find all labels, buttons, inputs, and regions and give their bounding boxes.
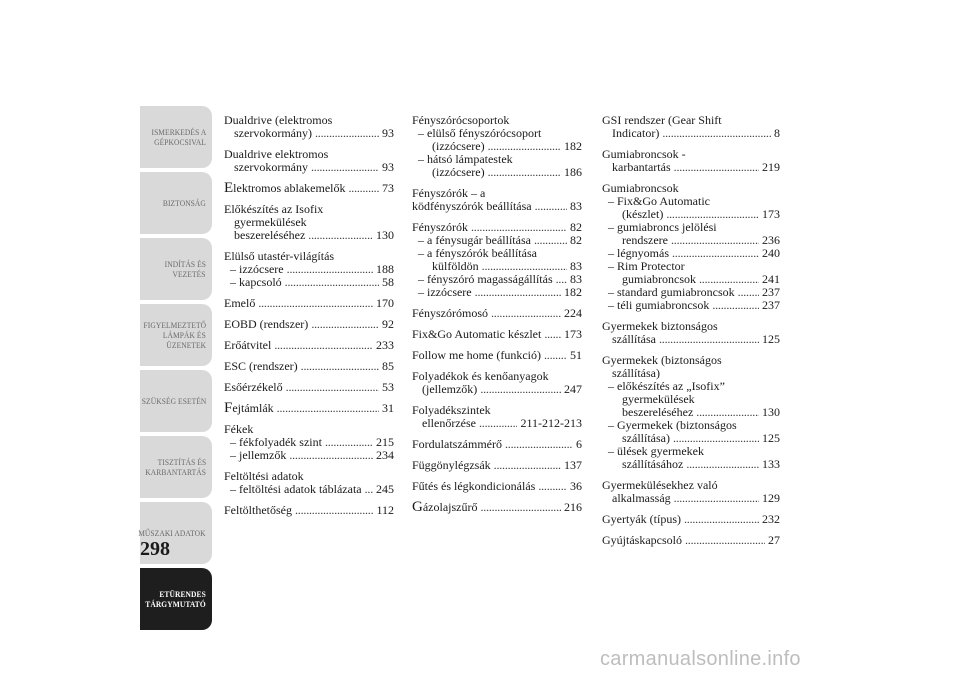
index-row bbox=[224, 483, 394, 496]
index-subentry bbox=[412, 286, 582, 299]
index-term: Gázolajszűrő bbox=[412, 499, 478, 515]
index-entry bbox=[602, 513, 780, 526]
index-page-ref: 51 bbox=[570, 348, 582, 362]
index-page-ref: 215 bbox=[376, 435, 394, 449]
index-entry bbox=[602, 534, 780, 547]
index-entry bbox=[412, 501, 582, 514]
index-entry bbox=[602, 114, 780, 140]
index-entry bbox=[412, 459, 582, 472]
dot-leader bbox=[348, 182, 379, 195]
index-entry bbox=[412, 328, 582, 341]
index-term: Erőátvitel bbox=[224, 338, 272, 352]
index-row bbox=[602, 513, 780, 526]
dot-leader bbox=[494, 459, 561, 472]
section-tab-label: BIZTONSÁG bbox=[162, 198, 206, 208]
index-row bbox=[602, 299, 780, 312]
index-row bbox=[602, 534, 780, 547]
index-page-ref: 188 bbox=[376, 262, 394, 276]
index-page-ref: 58 bbox=[382, 275, 394, 289]
section-tab-label: MŰSZAKI ADATOK bbox=[138, 528, 206, 538]
index-term-line: Fényszórók – a bbox=[412, 186, 486, 200]
index-term-line: – a fényszórók beállítása bbox=[418, 246, 537, 260]
index-page-ref: 182 bbox=[564, 139, 582, 153]
index-entry bbox=[412, 438, 582, 451]
index-term: külföldön bbox=[432, 259, 479, 273]
index-page-ref: 186 bbox=[564, 165, 582, 179]
index-subentry bbox=[412, 127, 582, 153]
index-term: ESC (rendszer) bbox=[224, 359, 298, 373]
index-initial-letter: G bbox=[412, 499, 423, 515]
index-subentry bbox=[224, 483, 394, 496]
index-entry bbox=[224, 381, 394, 394]
dot-leader bbox=[686, 458, 759, 471]
dot-leader bbox=[287, 263, 373, 276]
index-page-ref: 224 bbox=[564, 306, 582, 320]
dot-leader bbox=[365, 483, 373, 496]
index-page-ref: 36 bbox=[570, 479, 582, 493]
index-column-1 bbox=[224, 114, 394, 525]
index-term: szervokormány bbox=[234, 160, 308, 174]
dot-leader bbox=[311, 318, 379, 331]
index-page-ref: 211-212-213 bbox=[520, 416, 582, 430]
index-row bbox=[602, 127, 780, 140]
index-row bbox=[412, 166, 582, 179]
index-term: alkalmasság bbox=[612, 491, 671, 505]
dot-leader bbox=[285, 276, 379, 289]
index-entry bbox=[224, 203, 394, 242]
index-term: karbantartás bbox=[612, 160, 671, 174]
section-tab-label: LÁMPÁK ÉS bbox=[163, 330, 206, 340]
index-page-ref: 112 bbox=[376, 503, 394, 517]
index-term: – standard gumiabroncsok bbox=[608, 285, 735, 299]
index-page-ref: 83 bbox=[570, 199, 582, 213]
dot-leader bbox=[301, 360, 379, 373]
index-row bbox=[224, 449, 394, 462]
index-term-line: Dualdrive (elektromos bbox=[224, 113, 333, 127]
index-term-line: Gyermekülésekhez való bbox=[602, 478, 718, 492]
index-page-ref: 233 bbox=[376, 338, 394, 352]
index-row bbox=[224, 182, 394, 195]
index-term: Fix&Go Automatic készlet bbox=[412, 327, 542, 341]
index-row bbox=[602, 333, 780, 346]
index-term: beszereléséhez bbox=[622, 405, 694, 419]
index-term-line: – elülső fényszórócsoport bbox=[418, 126, 542, 140]
index-row bbox=[412, 417, 582, 430]
index-row bbox=[412, 307, 582, 320]
index-row bbox=[224, 339, 394, 352]
index-subentry bbox=[602, 260, 780, 286]
index-term: ellenőrzése bbox=[422, 416, 476, 430]
dot-leader bbox=[475, 286, 561, 299]
index-row bbox=[412, 459, 582, 472]
dot-leader bbox=[662, 127, 771, 140]
index-subentry bbox=[412, 153, 582, 179]
dot-leader bbox=[544, 349, 567, 362]
index-term-line: Folyadékszintek bbox=[412, 403, 491, 417]
dot-leader bbox=[685, 534, 765, 547]
index-subentry bbox=[602, 419, 780, 445]
index-term: gumiabroncsok bbox=[622, 272, 696, 286]
dot-leader bbox=[274, 339, 373, 352]
index-term-line: – ülések gyermekek bbox=[608, 444, 704, 458]
index-page-ref: 137 bbox=[564, 458, 582, 472]
section-tab[interactable] bbox=[140, 106, 212, 168]
index-subentry bbox=[602, 380, 780, 419]
index-page-ref: 53 bbox=[382, 380, 394, 394]
index-page-ref: 93 bbox=[382, 160, 394, 174]
index-term-line: Fényszórócsoportok bbox=[412, 113, 510, 127]
index-row bbox=[224, 381, 394, 394]
watermark: carmanualsonline.info bbox=[600, 648, 801, 670]
index-page-ref: 234 bbox=[376, 448, 394, 462]
dot-leader bbox=[534, 234, 567, 247]
section-tab-label: TÁRGYMUTATÓ bbox=[145, 599, 206, 609]
index-term: Feltölthetőség bbox=[224, 503, 292, 517]
index-page-ref: 93 bbox=[382, 126, 394, 140]
index-page-ref: 232 bbox=[762, 512, 780, 526]
index-term-line: gyermekülések bbox=[234, 215, 307, 229]
dot-leader bbox=[308, 229, 373, 242]
section-tab[interactable] bbox=[140, 238, 212, 300]
index-term: – izzócsere bbox=[418, 285, 472, 299]
dot-leader bbox=[712, 299, 759, 312]
index-entry bbox=[224, 148, 394, 174]
index-term: Fűtés és légkondicionálás bbox=[412, 479, 536, 493]
index-term: EOBD (rendszer) bbox=[224, 317, 309, 331]
index-term: (izzócsere) bbox=[432, 165, 485, 179]
index-page-ref: 237 bbox=[762, 285, 780, 299]
index-page-ref: 92 bbox=[382, 317, 394, 331]
index-subentry bbox=[602, 445, 780, 471]
index-term: – fékfolyadék szint bbox=[230, 435, 322, 449]
index-term: – izzócsere bbox=[230, 262, 284, 276]
index-term-line: GSI rendszer (Gear Shift bbox=[602, 113, 722, 127]
dot-leader bbox=[286, 381, 379, 394]
index-row bbox=[224, 229, 394, 242]
index-term: Gyertyák (típus) bbox=[602, 512, 681, 526]
index-entry bbox=[412, 221, 582, 299]
section-tab-label: VEZETÉS bbox=[172, 269, 206, 279]
index-entry bbox=[412, 480, 582, 493]
index-row bbox=[224, 127, 394, 140]
index-row bbox=[412, 349, 582, 362]
index-column-2 bbox=[412, 114, 582, 522]
index-page-ref: 219 bbox=[762, 160, 780, 174]
dot-leader bbox=[671, 234, 759, 247]
index-term-line: Gyermekek (biztonságos bbox=[602, 353, 722, 367]
dot-leader bbox=[535, 200, 567, 213]
index-page-ref: 245 bbox=[376, 482, 394, 496]
index-entry bbox=[224, 423, 394, 462]
index-page-ref: 130 bbox=[376, 228, 394, 242]
section-tab[interactable] bbox=[140, 370, 212, 432]
index-row bbox=[602, 458, 780, 471]
index-page-ref: 82 bbox=[570, 220, 582, 234]
index-page-ref: 129 bbox=[762, 491, 780, 505]
dot-leader bbox=[674, 161, 759, 174]
index-subentry bbox=[224, 276, 394, 289]
index-page-ref: 240 bbox=[762, 246, 780, 260]
dot-leader bbox=[738, 286, 759, 299]
dot-leader bbox=[672, 247, 759, 260]
index-term: szállítása bbox=[612, 332, 656, 346]
index-column-3 bbox=[602, 114, 780, 555]
index-term-line: gyermekülések bbox=[622, 392, 695, 406]
index-page-ref: 173 bbox=[564, 327, 582, 341]
index-row bbox=[412, 438, 582, 451]
dot-leader bbox=[480, 501, 561, 514]
index-term: – fényszóró magasságállítás bbox=[418, 272, 553, 286]
index-entry bbox=[224, 114, 394, 140]
section-tab-label: FIGYELMEZTETŐ bbox=[143, 320, 206, 330]
index-page-ref: 247 bbox=[564, 382, 582, 396]
dot-leader bbox=[684, 513, 759, 526]
section-tab-label: ISMERKEDÉS A bbox=[151, 127, 206, 137]
index-row bbox=[412, 501, 582, 514]
dot-leader bbox=[674, 492, 759, 505]
index-entry bbox=[224, 470, 394, 496]
section-tab-label: KARBANTARTÁS bbox=[145, 467, 206, 477]
dot-leader bbox=[538, 480, 567, 493]
dot-leader bbox=[491, 307, 561, 320]
index-term-line: – hátsó lámpatestek bbox=[418, 152, 513, 166]
index-term-line: Feltöltési adatok bbox=[224, 469, 304, 483]
index-term-line: – előkészítés az „Isofix” bbox=[608, 379, 725, 393]
index-term-line: Gumiabroncsok - bbox=[602, 147, 686, 161]
index-row bbox=[412, 200, 582, 213]
index-row bbox=[412, 328, 582, 341]
index-row bbox=[602, 492, 780, 505]
index-page-ref: 236 bbox=[762, 233, 780, 247]
index-page-ref: 125 bbox=[762, 332, 780, 346]
index-row bbox=[412, 286, 582, 299]
index-term: – a fénysugár beállítása bbox=[418, 233, 531, 247]
index-entry bbox=[224, 339, 394, 352]
index-page-ref: 85 bbox=[382, 359, 394, 373]
index-page-ref: 133 bbox=[762, 457, 780, 471]
index-row bbox=[224, 360, 394, 373]
index-initial-letter: F bbox=[224, 400, 233, 416]
index-term: Elektromos ablakemelők bbox=[224, 180, 346, 196]
dot-leader bbox=[277, 402, 379, 415]
index-entry bbox=[224, 504, 394, 517]
dot-leader bbox=[544, 328, 561, 341]
index-row bbox=[224, 402, 394, 415]
index-entry bbox=[602, 479, 780, 505]
index-term: (jellemzők) bbox=[422, 382, 478, 396]
dot-leader bbox=[488, 166, 561, 179]
index-page-ref: 125 bbox=[762, 431, 780, 445]
dot-leader bbox=[295, 504, 373, 517]
index-term-line: szállítása) bbox=[612, 366, 660, 380]
index-entry bbox=[602, 320, 780, 346]
section-tab-label: SZÜKSÉG ESETÉN bbox=[141, 396, 206, 406]
index-term: Gyújtáskapcsoló bbox=[602, 533, 682, 547]
index-term: Függönylégzsák bbox=[412, 458, 491, 472]
index-entry bbox=[224, 182, 394, 195]
index-subentry bbox=[224, 449, 394, 462]
section-tab[interactable] bbox=[140, 568, 212, 630]
index-entry bbox=[602, 148, 780, 174]
index-page-ref: 170 bbox=[376, 296, 394, 310]
index-row bbox=[412, 383, 582, 396]
dot-leader bbox=[325, 436, 373, 449]
index-page-ref: 73 bbox=[382, 181, 394, 195]
index-entry bbox=[412, 114, 582, 179]
index-subentry bbox=[602, 195, 780, 221]
index-entry bbox=[412, 404, 582, 430]
index-term: – jellemzők bbox=[230, 448, 287, 462]
index-term: Fordulatszámmérő bbox=[412, 437, 502, 451]
index-row bbox=[224, 504, 394, 517]
section-tab[interactable] bbox=[140, 304, 212, 366]
index-term: Esőérzékelő bbox=[224, 380, 283, 394]
index-term: szállításához bbox=[622, 457, 684, 471]
index-row bbox=[602, 161, 780, 174]
index-row bbox=[224, 318, 394, 331]
index-term: beszereléséhez bbox=[234, 228, 306, 242]
index-entry bbox=[602, 182, 780, 312]
index-row bbox=[412, 480, 582, 493]
dot-leader bbox=[258, 297, 373, 310]
index-term: szervokormány) bbox=[234, 126, 312, 140]
index-row bbox=[224, 161, 394, 174]
index-term: rendszere bbox=[622, 233, 668, 247]
index-term: – téli gumiabroncsok bbox=[608, 298, 710, 312]
index-term-line: Fékek bbox=[224, 422, 254, 436]
index-term: Follow me home (funkció) bbox=[412, 348, 541, 362]
index-page-ref: 173 bbox=[762, 207, 780, 221]
index-page-ref: 182 bbox=[564, 285, 582, 299]
index-term: (készlet) bbox=[622, 207, 664, 221]
index-term: szállítása) bbox=[622, 431, 670, 445]
index-entry bbox=[412, 307, 582, 320]
index-page-ref: 27 bbox=[768, 533, 780, 547]
section-tab[interactable] bbox=[140, 436, 212, 498]
section-tab-label: ETÜRENDES bbox=[159, 589, 206, 599]
index-entry bbox=[412, 370, 582, 396]
index-term: Emelő bbox=[224, 296, 256, 310]
section-tab-label: TISZTÍTÁS ÉS bbox=[157, 457, 206, 467]
dot-leader bbox=[659, 333, 759, 346]
index-entry bbox=[224, 297, 394, 310]
index-initial-letter: E bbox=[224, 180, 234, 196]
dot-leader bbox=[480, 383, 561, 396]
index-entry bbox=[224, 250, 394, 289]
index-term: Fényszórók bbox=[412, 220, 468, 234]
index-term: ködfényszórók beállítása bbox=[412, 199, 532, 213]
index-entry bbox=[224, 360, 394, 373]
dot-leader bbox=[505, 438, 573, 451]
index-page-ref: 130 bbox=[762, 405, 780, 419]
index-term: Fényszórómosó bbox=[412, 306, 488, 320]
index-page-ref: 216 bbox=[564, 500, 582, 514]
dot-leader bbox=[289, 449, 373, 462]
index-row bbox=[224, 276, 394, 289]
index-entry bbox=[412, 187, 582, 213]
index-page-ref: 8 bbox=[774, 126, 780, 140]
index-page-ref: 82 bbox=[570, 233, 582, 247]
index-term: (izzócsere) bbox=[432, 139, 485, 153]
index-term-line: Folyadékok és kenőanyagok bbox=[412, 369, 549, 383]
dot-leader bbox=[479, 417, 517, 430]
index-page-ref: 237 bbox=[762, 298, 780, 312]
dot-leader bbox=[311, 161, 379, 174]
index-term: – kapcsoló bbox=[230, 275, 282, 289]
index-subentry bbox=[412, 247, 582, 273]
index-term: – feltöltési adatok táblázata bbox=[230, 482, 362, 496]
index-page-ref: 83 bbox=[570, 259, 582, 273]
page-number: 298 bbox=[140, 538, 170, 560]
section-tab-label: INDÍTÁS ÉS bbox=[164, 259, 206, 269]
index-row bbox=[224, 297, 394, 310]
index-term: Indicator) bbox=[612, 126, 660, 140]
index-entry bbox=[602, 354, 780, 471]
index-term-line: – Fix&Go Automatic bbox=[608, 194, 710, 208]
index-subentry bbox=[602, 221, 780, 247]
index-term: Fejtámlák bbox=[224, 400, 274, 416]
index-entry bbox=[224, 402, 394, 415]
section-tab-label: ÜZENETEK bbox=[166, 340, 206, 350]
index-page-ref: 31 bbox=[382, 401, 394, 415]
index-term-line: – gumiabroncs jelölési bbox=[608, 220, 717, 234]
dot-leader bbox=[315, 127, 379, 140]
index-page-ref: 83 bbox=[570, 272, 582, 286]
index-term: – légnyomás bbox=[608, 246, 669, 260]
index-term-line: Gumiabroncsok bbox=[602, 181, 679, 195]
index-page-ref: 6 bbox=[576, 437, 582, 451]
index-term-line: Gyermekek biztonságos bbox=[602, 319, 718, 333]
index-term-line: – Rim Protector bbox=[608, 259, 685, 273]
index-term-line: Előkészítés az Isofix bbox=[224, 202, 324, 216]
index-entry bbox=[412, 349, 582, 362]
index-subentry bbox=[602, 299, 780, 312]
section-tab-label: GÉPKOCSIVAL bbox=[154, 137, 206, 147]
index-term-line: – Gyermekek (biztonságos bbox=[608, 418, 737, 432]
index-term-line: Dualdrive elektromos bbox=[224, 147, 329, 161]
index-entry bbox=[224, 318, 394, 331]
section-tab[interactable] bbox=[140, 172, 212, 234]
index-term-line: Elülső utastér-világítás bbox=[224, 249, 335, 263]
index-page-ref: 241 bbox=[762, 272, 780, 286]
